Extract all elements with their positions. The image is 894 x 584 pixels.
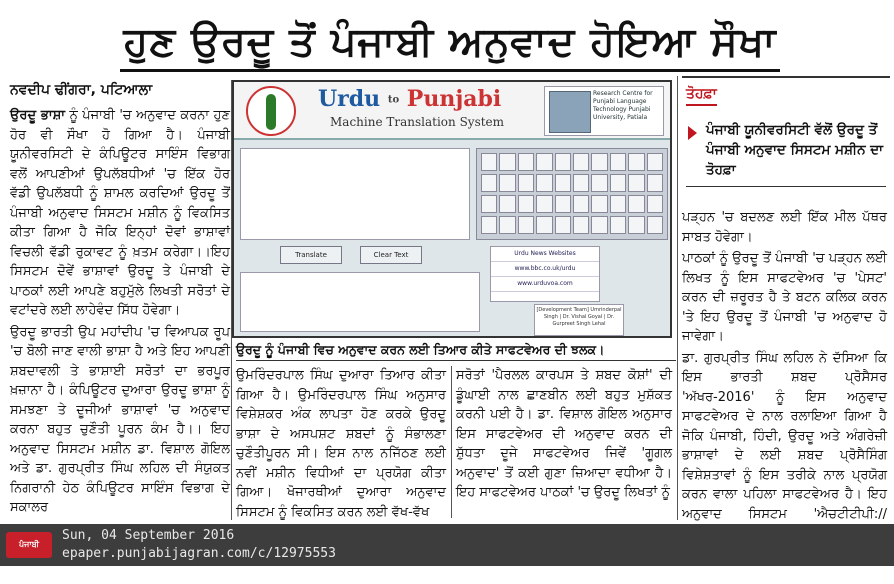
key xyxy=(481,153,497,171)
key xyxy=(518,174,534,192)
key xyxy=(499,153,515,171)
byline: ਨਵਦੀਪ ਢੀਂਗਰਾ, ਪਟਿਆਲਾ xyxy=(10,82,153,98)
logo-icon xyxy=(246,86,296,136)
key xyxy=(647,216,663,234)
key xyxy=(536,153,552,171)
sidebar-box xyxy=(682,76,890,204)
lead-words: ਉਰਦੂ ਭਾਸ਼ਾ xyxy=(10,108,65,123)
key xyxy=(518,195,534,213)
key xyxy=(628,153,644,171)
article-column-4 xyxy=(682,208,887,520)
title-to: to xyxy=(387,94,400,106)
newspaper-logo: ਪੰਜਾਬੀ ਜਾਗਰਣ xyxy=(6,532,52,558)
paragraph-text: ਨੂੰ ਪੰਜਾਬੀ 'ਚ ਅਨੁਵਾਦ ਕਰਨਾ ਹੁਣ ਹੋਰ ਵੀ ਸੌਖਾ ਹੋ ਗਿਆ ਹੈ। ਪੰਜਾਬੀ ਯੂਨੀਵਰਸਿਟੀ ਦੇ ਕੰਪਿਊਟਰ ਸਾਇੰਸ ਵਿਭਾਗ ਵਲੋਂ ਆਪਣੀਆਂ ਉਪਲੱਬਧੀਆਂ 'ਚ ਇੱਕ ਹੋਰ ਵੱਡੀ ਉਪਲੱਬਧੀ ਨੂੰ ਸ਼ਾਮਲ ਕਰਦਿਆਂ ਉਰਦੂ ਤੋਂ ਪੰਜਾਬੀ ਅਨੁਵਾਦ ਸਿਸਟਮ ਮਸ਼ੀਨ ਨੂੰ ਵਿਕਸਿਤ ਕੀਤਾ ਗਿਆ ਹੈ ਜੋਕਿ ਇਨ੍ਹਾਂ ਦੋਵਾਂ ਭਾਸ਼ਾਵਾਂ ਵਿਚਲੀ ਵੱਡੀ ਰੁਕਾਵਟ ਨੂੰ ਖ਼ਤਮ ਕਰੇਗਾ।।ਇਹ ਸਿਸਟਮ ਦੋਵੇਂ ਭਾਸ਼ਾਵਾਂ ਉਰਦੂ ਤੇ ਪੰਜਾਬੀ ਦੇ ਪਾਠਕਾਂ ਲਈ ਆਪਣੇ ਬਹੁਮੁੱਲੇ ਲਿਖਤੀ ਸਰੋਤਾਂ ਦੇ ਵਟਾਂਦਰੇ ਲਈ ਲਾਹੇਵੰਦ ਸਿੱਧ ਹੋਵੇਗਾ। xyxy=(10,108,230,318)
key xyxy=(610,153,626,171)
key xyxy=(573,174,589,192)
key xyxy=(591,195,607,213)
key xyxy=(499,216,515,234)
key xyxy=(628,174,644,192)
link-item: www.bbc.co.uk/urdu xyxy=(491,262,599,277)
key xyxy=(573,216,589,234)
arrow-icon xyxy=(688,126,697,140)
key xyxy=(647,195,663,213)
article-column-2: ਉਮਰਿੰਦਰਪਾਲ ਸਿੰਘ ਦੁਆਰਾ ਤਿਆਰ ਕੀਤਾ ਗਿਆ ਹੈ। ਉਮਰਿੰਦਰਪਾਲ ਸਿੰਘ ਅਨੁਸਾਰ ਵਿਸ਼ੇਸ਼ਕਰ ਅੰਕ ਲਾਪਤਾ ਹੋਣ ਕਰਕੇ ਉਰਦੂ ਭਾਸ਼ਾ ਦੇ ਅਸਪਸ਼ਟ ਸ਼ਬਦਾਂ ਨੂੰ ਸੰਭਾਲਣਾ ਚੁਣੌਤੀਪੂਰਨ ਸੀ। ਇਸ ਨਾਲ ਨਜਿੱਠਣ ਲਈ ਨਵੀਂ ਮਸ਼ੀਨ ਵਿਧੀਆਂ ਦਾ ਪ੍ਰਯੋਗ ਕੀਤਾ ਗਿਆ। ਖੋਜਾਰਥੀਆਂ ਦੁਆਰਾ ਅਨੁਵਾਦ ਸਿਸਟਮ ਨੂੰ ਵਿਕਸਿਤ ਕਰਨ ਲਈ ਵੱਖ-ਵੱਖ xyxy=(236,368,446,520)
key xyxy=(628,195,644,213)
headline: ਹੁਣ ਉਰਦੂ ਤੋਂ ਪੰਜਾਬੀ ਅਨੁਵਾਦ ਹੋਇਆ ਸੌਖਾ xyxy=(120,12,780,72)
onscreen-keyboard xyxy=(476,148,668,240)
column-rule xyxy=(677,76,678,520)
article-column-1 xyxy=(10,106,230,518)
paragraph: ਪੜ੍ਹਨ 'ਚ ਬਦਲਣ ਲਈ ਇੱਕ ਮੀਲ ਪੱਥਰ ਸਾਬਤ ਹੋਵੇਗਾ। xyxy=(682,210,887,245)
inset-subtitle: Machine Translation System xyxy=(330,115,505,129)
paragraph: ਪਾਠਕਾਂ ਨੂੰ ਉਰਦੂ ਤੋਂ ਪੰਜਾਬੀ 'ਚ ਪੜ੍ਹਨ ਲਈ ਲਿਖਤ ਨੂੰ ਇਸ ਸਾਫਟਵੇਅਰ 'ਚ 'ਪੇਸਟ' ਕਰਨ ਦੀ ਜ਼ਰੂਰਤ ਹੈ ਤੇ ਬਟਨ ਕਲਿਕ ਕਰਨ 'ਤੇ ਇਹ ਉਰਦੂ ਤੋਂ ਪੰਜਾਬੀ 'ਚ ਅਨੁਵਾਦ ਹੋ ਜਾਵੇਗਾ। xyxy=(682,251,887,344)
sidebar-tag: ਤੋਹਫ਼ਾ xyxy=(686,86,717,106)
inset-title xyxy=(318,86,501,112)
links-box xyxy=(490,246,600,302)
key xyxy=(481,174,497,192)
key xyxy=(573,195,589,213)
key xyxy=(610,216,626,234)
software-screenshot xyxy=(232,80,672,338)
key xyxy=(573,153,589,171)
sidebar-rule xyxy=(686,186,886,187)
development-team: [Development Team] Umrinderpal Singh | Dr. Vishal Goyal | Dr. Gurpreet Singh Lehal xyxy=(534,304,624,336)
key xyxy=(481,195,497,213)
input-pane xyxy=(240,148,470,240)
key xyxy=(628,216,644,234)
university-banner: Research Centre for Punjabi Language Technology Punjabi University, Patiala xyxy=(544,86,664,136)
paragraph xyxy=(10,106,230,321)
title-urdu: Urdu xyxy=(318,86,381,112)
key xyxy=(610,174,626,192)
key xyxy=(647,153,663,171)
key xyxy=(536,195,552,213)
link-item: Urdu News Websites xyxy=(491,247,599,262)
title-punjabi: Punjabi xyxy=(406,86,502,112)
key xyxy=(481,216,497,234)
image-caption: ਉਰਦੂ ਨੂੰ ਪੰਜਾਬੀ ਵਿਚ ਅਨੁਵਾਦ ਕਰਨ ਲਈ ਤਿਆਰ ਕੀਤੇ ਸਾਫਟਵੇਅਰ ਦੀ ਝਲਕ। xyxy=(236,340,676,361)
inset-header xyxy=(234,82,670,140)
epaper-url[interactable]: epaper.punjabijagran.com/c/12975553 xyxy=(62,546,336,561)
key xyxy=(555,216,571,234)
inset-buttons xyxy=(240,246,470,266)
key xyxy=(555,174,571,192)
key xyxy=(518,153,534,171)
link-item: www.urduvoa.com xyxy=(491,277,599,292)
key xyxy=(555,195,571,213)
key xyxy=(499,195,515,213)
output-pane xyxy=(240,272,480,332)
key xyxy=(518,216,534,234)
key xyxy=(536,174,552,192)
key xyxy=(591,153,607,171)
sidebar-heading: ਪੰਜਾਬੀ ਯੂਨੀਵਰਸਿਟੀ ਵੱਲੋਂ ਉਰਦੂ ਤੋਂ ਪੰਜਾਬੀ ਅਨੁਵਾਦ ਸਿਸਟਮ ਮਸ਼ੀਨ ਦਾ ਤੋਹਫ਼ਾ xyxy=(706,122,884,178)
key xyxy=(591,216,607,234)
edition-date: Sun, 04 September 2016 xyxy=(62,528,235,543)
key xyxy=(555,153,571,171)
paragraph: ਡਾ. ਗੁਰਪ੍ਰੀਤ ਸਿੰਘ ਲਹਿਲ ਨੇ ਦੱਸਿਆ ਕਿ ਇਸ ਭਾਰਤੀ ਸ਼ਬਦ ਪ੍ਰੋਸੈਸਰ 'ਅੱਖਰ-2016' ਨੂੰ ਇਸ ਅਨੁਵਾਦ ਸਾਫਟਵੇਅਰ ਦੇ ਨਾਲ ਰਲਾਇਆ ਗਿਆ ਹੈ ਜੋਕਿ ਪੰਜਾਬੀ, ਹਿੰਦੀ, ਉਰਦੂ ਅਤੇ ਅੰਗਰੇਜ਼ੀ ਭਾਸ਼ਾਵਾਂ ਦੇ ਲਈ ਸ਼ਬਦ ਪ੍ਰੋਸੈਸਿੰਗ ਵਿਸ਼ੇਸ਼ਤਾਵਾਂ ਨੂੰ ਇਸ ਤਰੀਕੇ ਨਾਲ ਪ੍ਰਯੋਗ ਕਰਨ ਵਾਲਾ ਪਹਿਲਾ ਸਾਫਟਵੇਅਰ ਹੈ। ਇਹ ਅਨੁਵਾਦ ਸਿਸਟਮ 'ਐਚਟੀਟੀਪੀ:// xyxy=(682,350,887,522)
translate-button: Translate xyxy=(280,246,342,264)
paragraph: ਉਰਦੂ ਭਾਰਤੀ ਉਪ ਮਹਾਂਦੀਪ 'ਚ ਵਿਆਪਕ ਰੂਪ 'ਚ ਬੋਲੀ ਜਾਣ ਵਾਲੀ ਭਾਸ਼ਾ ਹੈ ਅਤੇ ਇਹ ਆਪਣੀ ਸ਼ਬਦਾਵਲੀ ਤੇ ਭਾਸ਼ਾਈ ਸਰੋਤਾਂ ਦਾ ਭਰਪੂਰ ਖ਼ਜ਼ਾਨਾ ਹੈ। ਕੰਪਿਊਟਰ ਦੁਆਰਾ ਉਰਦੂ ਭਾਸ਼ਾ ਨੂੰ ਸਮਝਣਾ ਤੇ ਦੂਜੀਆਂ ਭਾਸ਼ਾਵਾਂ 'ਚ ਅਨੁਵਾਦ ਕਰਨਾ ਬਹੁਤ ਚੁਣੌਤੀ ਪੂਰਨ ਕੰਮ ਹੈ।। ਇਹ ਅਨੁਵਾਦ ਸਿਸਟਮ ਮਸ਼ੀਨ ਡਾ. ਵਿਸ਼ਾਲ ਗੋਇਲ ਅਤੇ ਡਾ. ਗੁਰਪ੍ਰੀਤ ਸਿੰਘ ਲਹਿਲ ਦੀ ਸੰਯੁਕਤ ਨਿਗਰਾਨੀ ਹੇਠ ਕੰਪਿਊਟਰ ਸਾਇੰਸ ਵਿਭਾਗ ਦੇ ਸਕਾਲਰ xyxy=(10,324,230,515)
key xyxy=(499,174,515,192)
key xyxy=(647,174,663,192)
clear-text-button: Clear Text xyxy=(360,246,422,264)
footer-bar xyxy=(0,524,894,575)
article-column-3: ਸਰੋਤਾਂ 'ਪੈਰਲਲ ਕਾਰਪਸ ਤੇ ਸ਼ਬਦ ਕੋਸ਼ਾਂ' ਦੀ ਡੂੰਘਾਈ ਨਾਲ ਛਾਣਬੀਨ ਲਈ ਬਹੁਤ ਮੁਸ਼ੱਕਤ ਕਰਨੀ ਪਈ ਹੈ। ਡਾ. ਵਿਸ਼ਾਲ ਗੋਇਲ ਅਨੁਸਾਰ ਇਸ ਸਾਫਟਵੇਅਰ ਦੀ ਅਨੁਵਾਦ ਕਰਨ ਦੀ ਸ਼ੁੱਧਤਾ ਦੂਜੇ ਸਾਫਟਵੇਅਰ ਜਿਵੇਂ 'ਗੂਗਲ ਅਨੁਵਾਦ' ਤੋਂ ਕਈ ਗੁਣਾ ਜ਼ਿਆਦਾ ਵਧੀਆ ਹੈ। ਇਹ ਸਾਫਟਵੇਅਰ ਪਾਠਕਾਂ 'ਚ ਉਰਦੂ ਲਿਖਤਾਂ ਨੂੰ xyxy=(456,368,672,500)
key xyxy=(591,174,607,192)
key xyxy=(610,195,626,213)
column-rule xyxy=(451,366,452,518)
key xyxy=(536,216,552,234)
